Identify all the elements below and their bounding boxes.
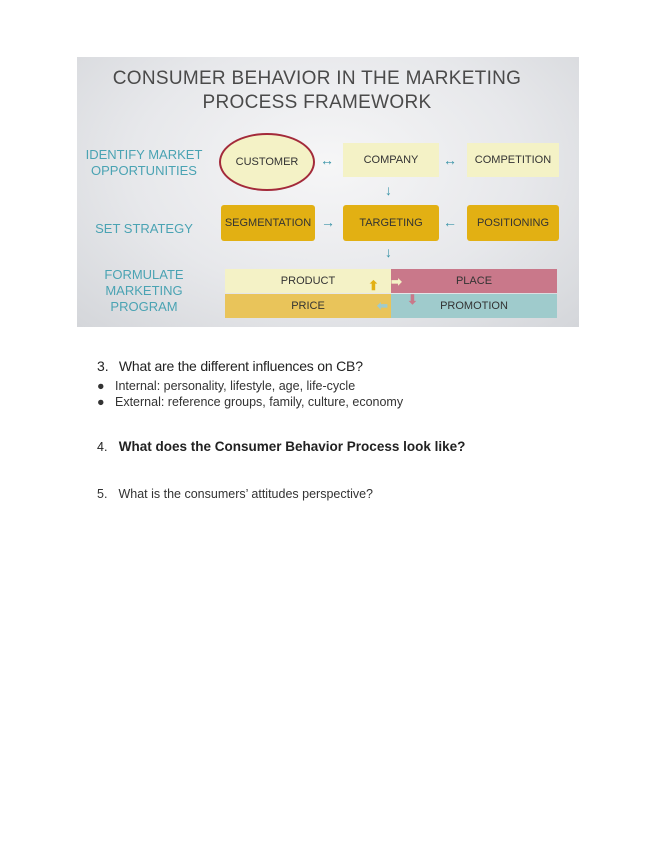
right-arrow-icon: →	[321, 214, 335, 230]
bullet-marker: ●	[97, 379, 105, 393]
bullet-internal-text: Internal: personality, lifestyle, age, life-cycle	[115, 379, 356, 393]
row-label-identify-line1: IDENTIFY MARKET	[85, 147, 203, 162]
customer-box: CUSTOMER	[219, 133, 315, 191]
down-arrow-icon: ⬇	[407, 292, 418, 307]
question-4-number: 4.	[97, 440, 108, 454]
row-label-strategy: SET STRATEGY	[95, 221, 193, 236]
targeting-box: TARGETING	[343, 205, 439, 241]
row-label-program-line1: FORMULATE	[104, 267, 184, 282]
bullet-internal	[97, 379, 355, 393]
bullet-external-text: External: reference groups, family, culture, economy	[115, 395, 404, 409]
left-arrow-icon: ⬅	[377, 298, 388, 313]
promotion-band: PROMOTION	[391, 294, 557, 318]
row-label-identify	[79, 147, 209, 179]
down-arrow-icon: ↓	[385, 182, 392, 198]
double-arrow-icon: ↔	[320, 152, 334, 168]
double-arrow-icon: ↔	[443, 152, 457, 168]
price-band: PRICE	[225, 294, 391, 318]
bullet-external	[97, 395, 403, 409]
row-label-program-line3: PROGRAM	[110, 299, 178, 314]
question-3-number: 3.	[97, 358, 109, 374]
down-arrow-icon: ↓	[385, 244, 392, 260]
question-5-text: What is the consumers’ attitudes perspective?	[118, 487, 374, 501]
segmentation-box: SEGMENTATION	[221, 205, 315, 241]
right-arrow-icon: ➡	[391, 274, 402, 289]
row-label-program	[89, 267, 199, 315]
company-box: COMPANY	[343, 143, 439, 177]
slide-title-line2: PROCESS FRAMEWORK	[202, 92, 432, 113]
question-5-number: 5.	[97, 487, 108, 501]
slide-title-line1: CONSUMER BEHAVIOR IN THE MARKETING	[112, 68, 522, 89]
row-label-program-line2: MARKETING	[105, 283, 183, 298]
bullet-marker: ●	[97, 395, 105, 409]
positioning-box: POSITIONING	[467, 205, 559, 241]
product-band: PRODUCT	[225, 269, 391, 293]
question-3	[97, 358, 363, 374]
question-4	[97, 439, 465, 454]
left-arrow-icon: ←	[443, 214, 457, 230]
slide-title	[77, 67, 557, 115]
framework-slide-image	[77, 57, 579, 327]
place-band: PLACE	[391, 269, 557, 293]
question-4-text: What does the Consumer Behavior Process look like?	[118, 439, 466, 454]
up-arrow-icon: ⬆	[368, 278, 379, 293]
row-label-identify-line2: OPPORTUNITIES	[91, 163, 197, 178]
question-3-text: What are the different influences on CB?	[118, 358, 363, 374]
competition-box: COMPETITION	[467, 143, 559, 177]
question-5	[97, 487, 373, 501]
